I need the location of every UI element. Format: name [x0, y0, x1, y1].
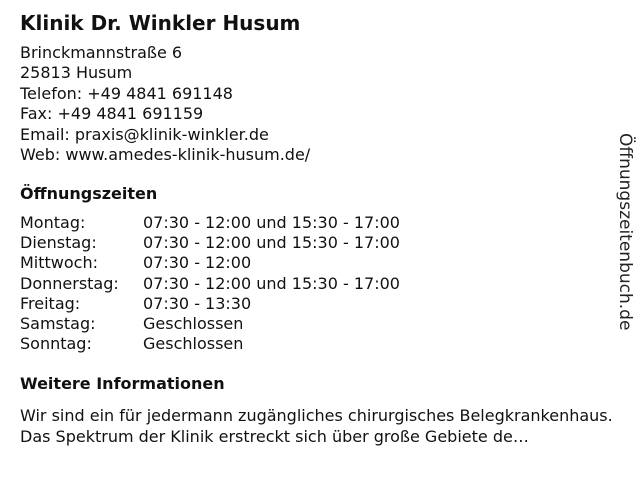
time-value: 07:30 - 12:00 und 15:30 - 17:00 — [143, 213, 400, 232]
time-value: 07:30 - 12:00 — [143, 253, 252, 273]
day-label: Mittwoch: — [20, 253, 98, 273]
site-watermark: Öffnungszeitenbuch.de — [615, 133, 635, 331]
opening-hours-heading: Öffnungszeiten — [20, 184, 158, 203]
further-info-heading: Weitere Informationen — [20, 374, 225, 393]
day-label: Sonntag: — [20, 334, 92, 354]
hours-row-thursday — [20, 274, 400, 294]
hours-row-monday — [20, 213, 400, 233]
day-label: Dienstag: — [20, 233, 97, 253]
hours-row-sunday — [20, 334, 400, 354]
day-label: Freitag: — [20, 293, 81, 313]
hours-row-friday — [20, 294, 400, 314]
website-address: Web: www.amedes-klinik-husum.de/ — [20, 145, 311, 165]
hours-row-wednesday — [20, 253, 400, 273]
time-value: Geschlossen — [143, 334, 244, 354]
day-label: Samstag: — [20, 314, 96, 334]
opening-hours-table — [20, 213, 400, 354]
contact-block — [20, 43, 310, 165]
hours-row-saturday — [20, 314, 400, 334]
hours-row-tuesday — [20, 233, 400, 253]
email-address: Email: praxis@klinik-winkler.de — [20, 124, 269, 144]
street-address: Brinckmannstraße 6 — [20, 43, 183, 62]
time-value: Geschlossen — [143, 314, 244, 334]
clinic-title: Klinik Dr. Winkler Husum — [20, 11, 301, 35]
fax-number: Fax: +49 4841 691159 — [20, 104, 204, 124]
city-address: 25813 Husum — [20, 63, 133, 83]
time-value: 07:30 - 12:00 und 15:30 - 17:00 — [143, 273, 400, 293]
clinic-description: Wir sind ein für jedermann zugängliches chirurgisches Belegkrankenhaus. Das Spektrum der Klinik erstreckt sich über große Gebiete de… — [20, 406, 613, 446]
time-value: 07:30 - 13:30 — [143, 293, 252, 313]
day-label: Donnerstag: — [20, 273, 119, 293]
time-value: 07:30 - 12:00 und 15:30 - 17:00 — [143, 233, 400, 253]
phone-number: Telefon: +49 4841 691148 — [20, 83, 233, 103]
day-label: Montag: — [20, 213, 86, 232]
